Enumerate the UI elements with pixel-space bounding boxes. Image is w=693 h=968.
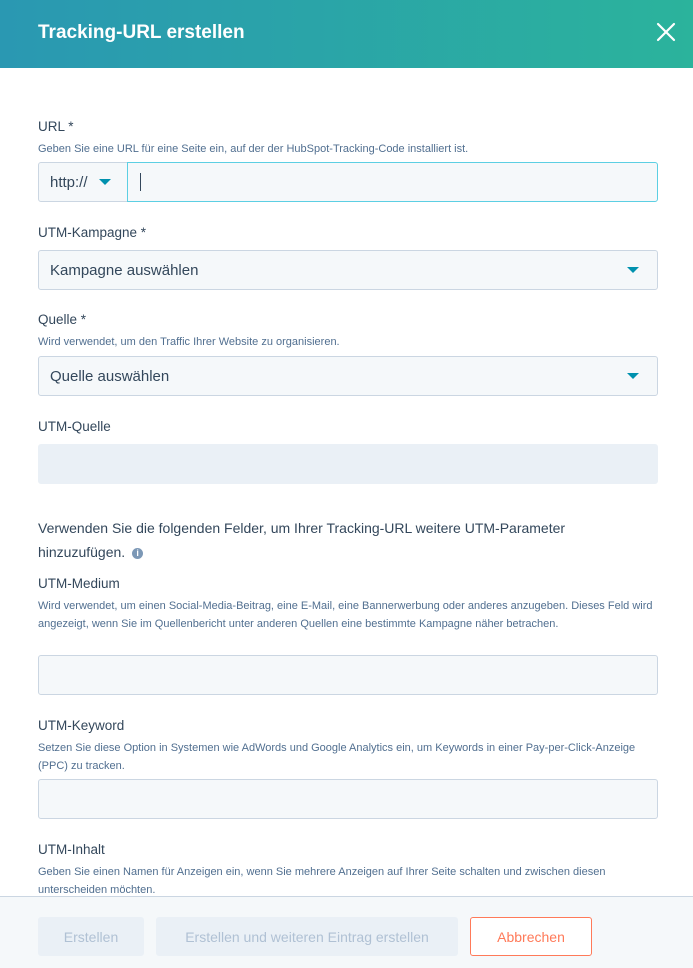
close-button[interactable]	[654, 20, 678, 44]
content-label: UTM-Inhalt	[38, 842, 105, 857]
protocol-select[interactable]	[38, 162, 128, 202]
source-select[interactable]: Quelle auswählen	[38, 356, 658, 396]
campaign-select[interactable]: Kampagne auswählen	[38, 250, 658, 290]
chevron-down-icon	[627, 373, 639, 379]
intro-text: Verwenden Sie die folgenden Felder, um Ihrer Tracking-URL weitere UTM-Parameter hinzuzufügen. i	[38, 520, 566, 560]
cancel-button[interactable]: Abbrechen	[470, 917, 592, 956]
url-input[interactable]	[127, 162, 658, 202]
url-help: Geben Sie eine URL für eine Seite ein, auf der der HubSpot-Tracking-Code installiert ist.	[38, 143, 469, 155]
source-label: Quelle *	[38, 312, 87, 327]
keyword-label: UTM-Keyword	[38, 718, 125, 733]
keyword-help: Setzen Sie diese Option in Systemen wie AdWords und Google Analytics ein, um Keywords in einer Pay-per-Click-Anzeige (PPC) zu tracken.	[38, 742, 636, 772]
dialog-title: Tracking-URL erstellen	[38, 22, 245, 43]
close-icon	[654, 20, 678, 44]
keyword-input[interactable]	[38, 779, 658, 819]
campaign-label: UTM-Kampagne *	[38, 225, 147, 240]
create-another-button[interactable]: Erstellen und weiteren Eintrag erstellen	[156, 917, 458, 956]
text-cursor	[140, 173, 141, 191]
medium-input[interactable]	[38, 655, 658, 695]
chevron-down-icon	[99, 179, 111, 185]
info-icon[interactable]: i	[132, 548, 143, 559]
medium-help: Wird verwendet, um einen Social-Media-Beitrag, eine E-Mail, eine Bannerwerbung oder anderes anzugeben. Dieses Feld wird angezeigt, wenn Sie im Quellenbericht unter anderen Quellen eine bestimmte Kampagne näher betrachen.	[38, 600, 653, 630]
medium-label: UTM-Medium	[38, 576, 120, 591]
content-help: Geben Sie einen Namen für Anzeigen ein, wenn Sie mehrere Anzeigen auf Ihrer Seite schalten und zwischen diesen unterscheiden möchten.	[38, 866, 606, 896]
protocol-value: http://	[50, 174, 88, 191]
chevron-down-icon	[627, 267, 639, 273]
url-label: URL *	[38, 119, 74, 134]
utm-source-input	[38, 444, 658, 484]
source-help: Wird verwendet, um den Traffic Ihrer Website zu organisieren.	[38, 336, 340, 348]
create-button[interactable]: Erstellen	[38, 917, 144, 956]
utm-source-label: UTM-Quelle	[38, 419, 111, 434]
